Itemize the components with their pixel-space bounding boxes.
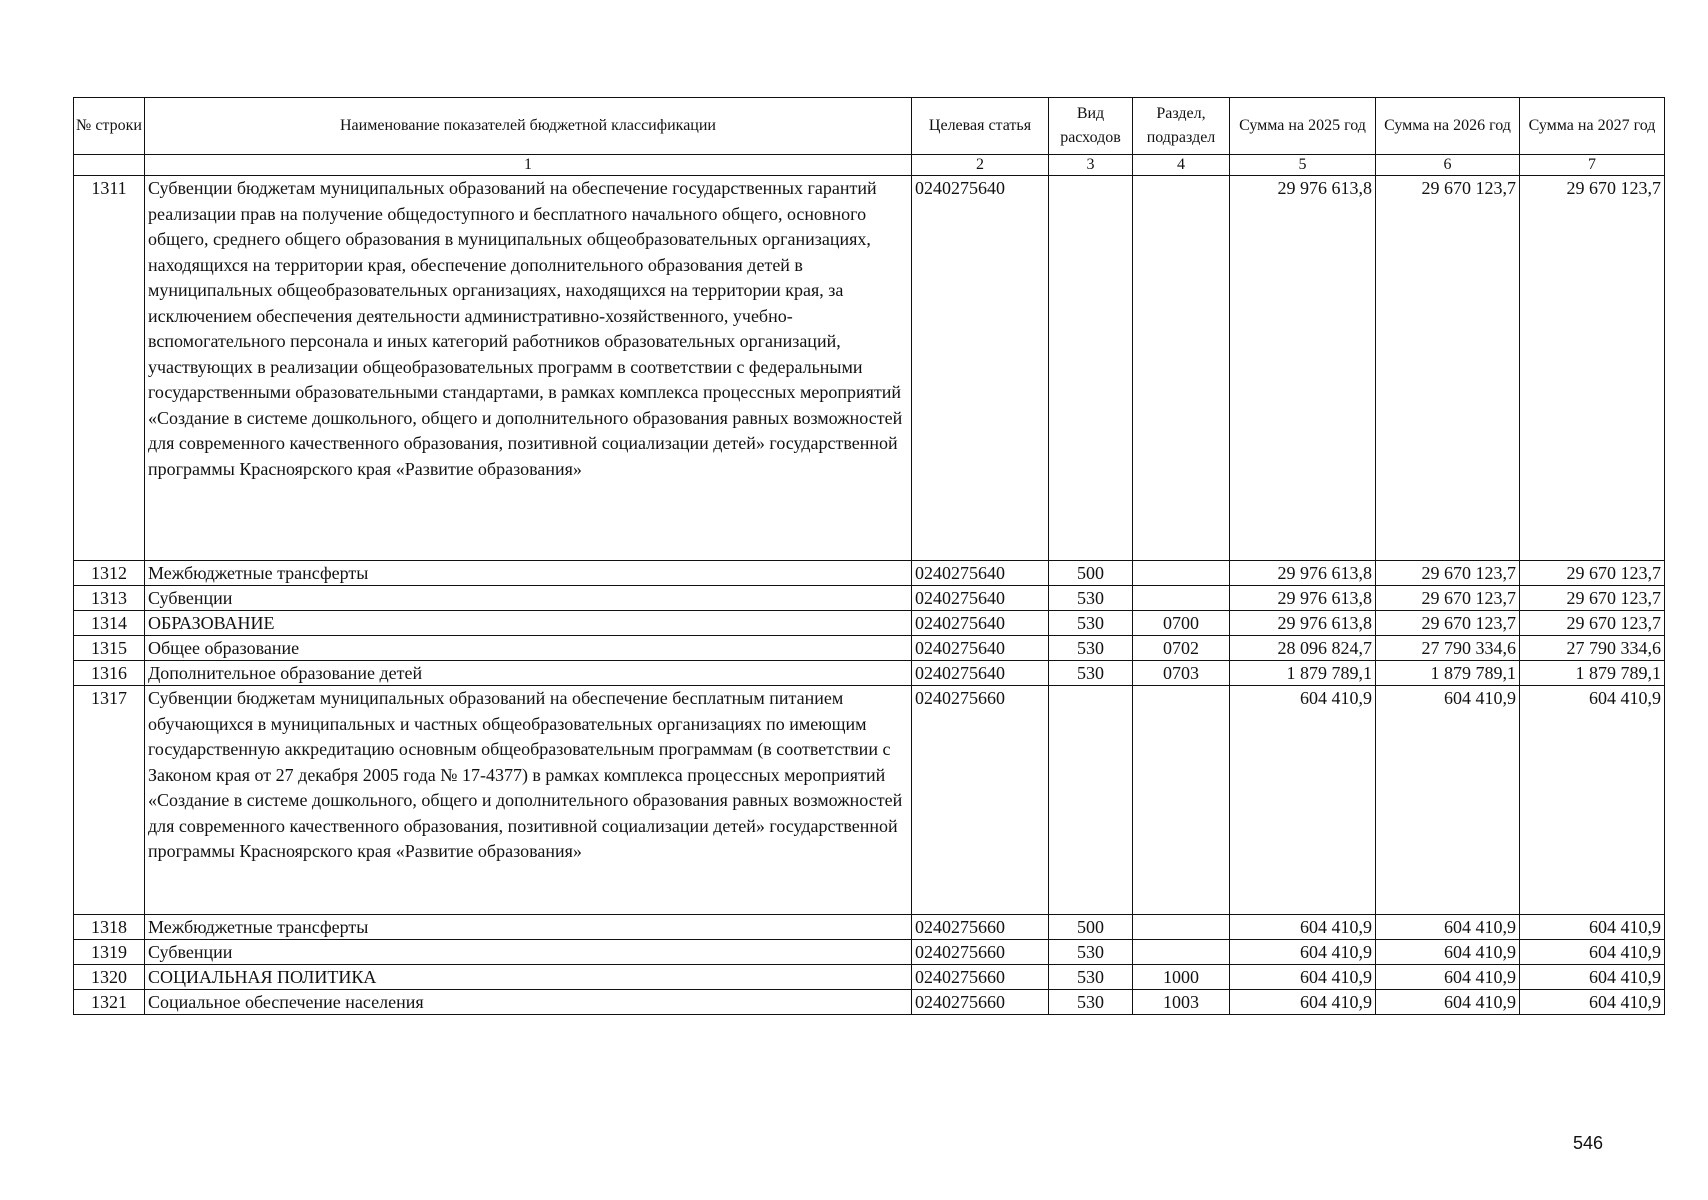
row-name: Межбюджетные трансферты — [145, 915, 912, 940]
row-sum-2026: 29 670 123,7 — [1376, 611, 1520, 636]
header-section: Раздел, подраздел — [1133, 98, 1230, 155]
row-sum-2025: 29 976 613,8 — [1230, 611, 1376, 636]
row-sum-2027: 604 410,9 — [1520, 965, 1665, 990]
row-target: 0240275640 — [912, 661, 1049, 686]
header-sum-2027: Сумма на 2027 год — [1520, 98, 1665, 155]
row-section: 1003 — [1133, 990, 1230, 1015]
row-sum-2026: 27 790 334,6 — [1376, 636, 1520, 661]
row-name: Субвенции бюджетам муниципальных образований на обеспечение государственных гарантий реализации прав на получение общедоступного и бесплатного начального общего, основного общего, среднего общего образования в муниципальных общеобразовательных организациях, находящихся на территории края, обеспечение дополнительного образования детей в муниципальных общеобразовательных организациях, находящихся на территории края, за исключением обеспечения деятельности административно-хозяйственного, учебно-вспомогательного персонала и иных категорий работников образовательных организаций, участвующих в реализации общеобразовательных программ в соответствии с федеральными государственными образовательными стандартами, в рамках комплекса процессных мероприятий «Создание в системе дошкольного, общего и дополнительного образования равных возможностей для современного качественного образования, позитивной социализации детей» государственной программы Красноярского края «Развитие образования» — [145, 176, 912, 561]
row-sum-2027: 29 670 123,7 — [1520, 586, 1665, 611]
row-target: 0240275640 — [912, 611, 1049, 636]
row-sum-2026: 604 410,9 — [1376, 965, 1520, 990]
row-target: 0240275660 — [912, 940, 1049, 965]
row-number: 1321 — [74, 990, 145, 1015]
row-kind: 500 — [1049, 561, 1133, 586]
column-numbers-row — [74, 155, 1665, 176]
table-row — [74, 965, 1665, 990]
row-sum-2025: 604 410,9 — [1230, 915, 1376, 940]
row-section — [1133, 561, 1230, 586]
column-number — [74, 155, 145, 176]
row-sum-2026: 29 670 123,7 — [1376, 586, 1520, 611]
row-kind: 530 — [1049, 611, 1133, 636]
row-sum-2025: 29 976 613,8 — [1230, 176, 1376, 561]
row-sum-2027: 27 790 334,6 — [1520, 636, 1665, 661]
row-section — [1133, 940, 1230, 965]
row-section: 1000 — [1133, 965, 1230, 990]
row-section — [1133, 176, 1230, 561]
table-row — [74, 940, 1665, 965]
row-name: Субвенции — [145, 586, 912, 611]
row-kind: 530 — [1049, 940, 1133, 965]
row-number: 1319 — [74, 940, 145, 965]
header-target: Целевая статья — [912, 98, 1049, 155]
row-number: 1311 — [74, 176, 145, 561]
row-kind: 530 — [1049, 661, 1133, 686]
row-sum-2025: 29 976 613,8 — [1230, 561, 1376, 586]
row-number: 1312 — [74, 561, 145, 586]
row-sum-2027: 29 670 123,7 — [1520, 611, 1665, 636]
table-row — [74, 611, 1665, 636]
row-number: 1317 — [74, 686, 145, 915]
header-sum-2026: Сумма на 2026 год — [1376, 98, 1520, 155]
row-sum-2027: 604 410,9 — [1520, 940, 1665, 965]
row-sum-2026: 604 410,9 — [1376, 686, 1520, 915]
row-name: Социальное обеспечение населения — [145, 990, 912, 1015]
column-number: 1 — [145, 155, 912, 176]
row-kind: 530 — [1049, 636, 1133, 661]
row-sum-2026: 1 879 789,1 — [1376, 661, 1520, 686]
row-target: 0240275640 — [912, 561, 1049, 586]
row-section — [1133, 686, 1230, 915]
table-row — [74, 915, 1665, 940]
column-number: 2 — [912, 155, 1049, 176]
row-sum-2027: 29 670 123,7 — [1520, 561, 1665, 586]
row-number: 1320 — [74, 965, 145, 990]
row-name: СОЦИАЛЬНАЯ ПОЛИТИКА — [145, 965, 912, 990]
table-row — [74, 586, 1665, 611]
table-row — [74, 636, 1665, 661]
row-number: 1313 — [74, 586, 145, 611]
row-sum-2025: 28 096 824,7 — [1230, 636, 1376, 661]
row-sum-2027: 604 410,9 — [1520, 990, 1665, 1015]
row-sum-2025: 604 410,9 — [1230, 965, 1376, 990]
row-kind: 500 — [1049, 915, 1133, 940]
row-sum-2027: 604 410,9 — [1520, 686, 1665, 915]
page-number: 546 — [1573, 1133, 1604, 1153]
table-row — [74, 661, 1665, 686]
row-target: 0240275640 — [912, 586, 1049, 611]
row-sum-2025: 29 976 613,8 — [1230, 586, 1376, 611]
row-kind — [1049, 686, 1133, 915]
header-row — [74, 98, 1665, 155]
row-target: 0240275640 — [912, 636, 1049, 661]
row-sum-2025: 604 410,9 — [1230, 990, 1376, 1015]
row-target: 0240275640 — [912, 176, 1049, 561]
row-sum-2026: 604 410,9 — [1376, 915, 1520, 940]
table-row — [74, 990, 1665, 1015]
row-sum-2026: 604 410,9 — [1376, 940, 1520, 965]
row-target: 0240275660 — [912, 915, 1049, 940]
table-row — [74, 686, 1665, 915]
row-name: Субвенции бюджетам муниципальных образований на обеспечение бесплатным питанием обучающихся в муниципальных и частных общеобразовательных организациях по имеющим государственную аккредитацию основным общеобразовательным программам (в соответствии с Законом края от 27 декабря 2005 года № 17-4377) в рамках комплекса процессных мероприятий «Создание в системе дошкольного, общего и дополнительного образования равных возможностей для современного качественного образования, позитивной социализации детей» государственной программы Красноярского края «Развитие образования» — [145, 686, 912, 915]
row-sum-2027: 29 670 123,7 — [1520, 176, 1665, 561]
row-name: Субвенции — [145, 940, 912, 965]
row-section: 0702 — [1133, 636, 1230, 661]
row-sum-2026: 29 670 123,7 — [1376, 561, 1520, 586]
budget-table — [73, 97, 1665, 1015]
row-target: 0240275660 — [912, 965, 1049, 990]
row-number: 1318 — [74, 915, 145, 940]
table-row — [74, 176, 1665, 561]
row-number: 1316 — [74, 661, 145, 686]
column-number: 3 — [1049, 155, 1133, 176]
row-kind — [1049, 176, 1133, 561]
row-sum-2026: 604 410,9 — [1376, 990, 1520, 1015]
header-name: Наименование показателей бюджетной классификации — [145, 98, 912, 155]
row-sum-2027: 604 410,9 — [1520, 915, 1665, 940]
row-sum-2025: 604 410,9 — [1230, 940, 1376, 965]
column-number: 4 — [1133, 155, 1230, 176]
row-kind: 530 — [1049, 965, 1133, 990]
row-number: 1314 — [74, 611, 145, 636]
row-kind: 530 — [1049, 586, 1133, 611]
row-section: 0703 — [1133, 661, 1230, 686]
header-row-no: № строки — [74, 98, 145, 155]
table-row — [74, 561, 1665, 586]
row-number: 1315 — [74, 636, 145, 661]
row-section: 0700 — [1133, 611, 1230, 636]
row-section — [1133, 915, 1230, 940]
row-sum-2025: 1 879 789,1 — [1230, 661, 1376, 686]
row-name: Общее образование — [145, 636, 912, 661]
column-number: 5 — [1230, 155, 1376, 176]
row-name: Дополнительное образование детей — [145, 661, 912, 686]
row-sum-2026: 29 670 123,7 — [1376, 176, 1520, 561]
row-target: 0240275660 — [912, 686, 1049, 915]
row-name: Межбюджетные трансферты — [145, 561, 912, 586]
header-kind: Вид расходов — [1049, 98, 1133, 155]
header-sum-2025: Сумма на 2025 год — [1230, 98, 1376, 155]
row-kind: 530 — [1049, 990, 1133, 1015]
row-name: ОБРАЗОВАНИЕ — [145, 611, 912, 636]
row-sum-2027: 1 879 789,1 — [1520, 661, 1665, 686]
row-section — [1133, 586, 1230, 611]
row-sum-2025: 604 410,9 — [1230, 686, 1376, 915]
row-target: 0240275660 — [912, 990, 1049, 1015]
column-number: 7 — [1520, 155, 1665, 176]
column-number: 6 — [1376, 155, 1520, 176]
